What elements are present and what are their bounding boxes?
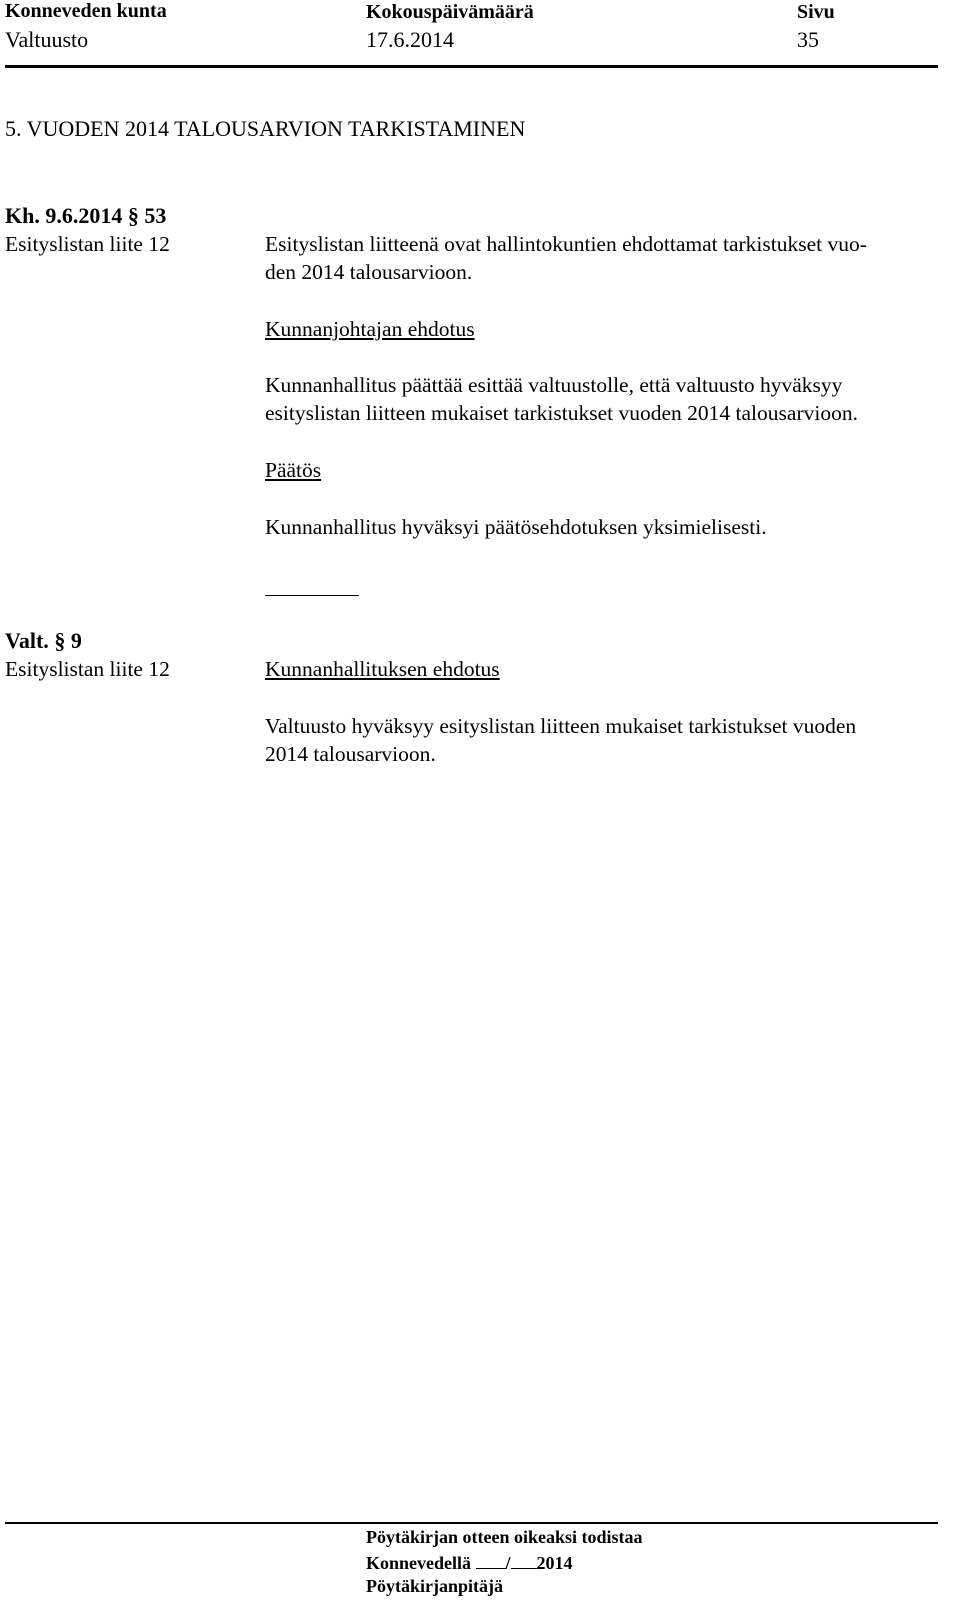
kh-intro-line1: Esityslistan liitteenä ovat hallintokuntien ehdottamat tarkistukset vuo- <box>265 232 867 256</box>
footer-rule <box>5 1522 938 1524</box>
kh-proposal-line1: Kunnanhallitus päättää esittää valtuustolle, että valtuusto hyväksyy <box>265 373 843 397</box>
section-title: 5. VUODEN 2014 TALOUSARVION TARKISTAMINEN <box>5 116 526 141</box>
kh-proposal-line2: esityslistan liitteen mukaiset tarkistukset vuoden 2014 talousarvioon. <box>265 401 858 425</box>
municipality-name: Konneveden kunta <box>5 0 167 22</box>
kh-attachment: Esityslistan liite 12 <box>5 232 170 256</box>
section-separator <box>265 595 359 596</box>
page-label: Sivu <box>797 1 835 23</box>
kh-decision-text: Kunnanhallitus hyväksyi päätösehdotuksen yksimielisesti. <box>265 515 767 539</box>
date-slash: / <box>505 1553 511 1573</box>
meeting-date: 17.6.2014 <box>366 27 454 52</box>
secretary-title: Pöytäkirjanpitäjä <box>366 1576 503 1596</box>
kh-reference <box>5 203 166 229</box>
kh-proposal-heading: Kunnanjohtajan ehdotus <box>265 317 475 341</box>
valt-proposal-line1: Valtuusto hyväksyy esityslistan liitteen mukaiset tarkistukset vuoden <box>265 714 857 738</box>
kh-ref: Kh. 9.6.2014 <box>5 203 123 228</box>
day-blank <box>476 1552 506 1569</box>
certification-line: Pöytäkirjan otteen oikeaksi todistaa <box>366 1527 643 1547</box>
kh-intro-line2: den 2014 talousarvioon. <box>265 260 473 284</box>
valt-reference <box>5 628 82 654</box>
place-date-line <box>366 1552 573 1574</box>
body-name: Valtuusto <box>5 27 89 52</box>
valt-proposal-heading: Kunnanhallituksen ehdotus <box>265 657 500 681</box>
valt-attachment: Esityslistan liite 12 <box>5 657 170 681</box>
kh-decision-heading: Päätös <box>265 458 322 482</box>
header-rule <box>5 65 938 68</box>
date-label: Kokouspäivämäärä <box>366 1 534 23</box>
place-name: Konnevedellä <box>366 1553 472 1573</box>
footer-year: 2014 <box>536 1553 573 1573</box>
valt-proposal-line2: 2014 talousarvioon. <box>265 742 436 766</box>
valt-section: § 9 <box>54 628 82 653</box>
page-number: 35 <box>797 27 819 52</box>
kh-section: § 53 <box>127 203 167 228</box>
month-blank <box>511 1552 537 1569</box>
valt-ref: Valt. <box>5 628 49 653</box>
